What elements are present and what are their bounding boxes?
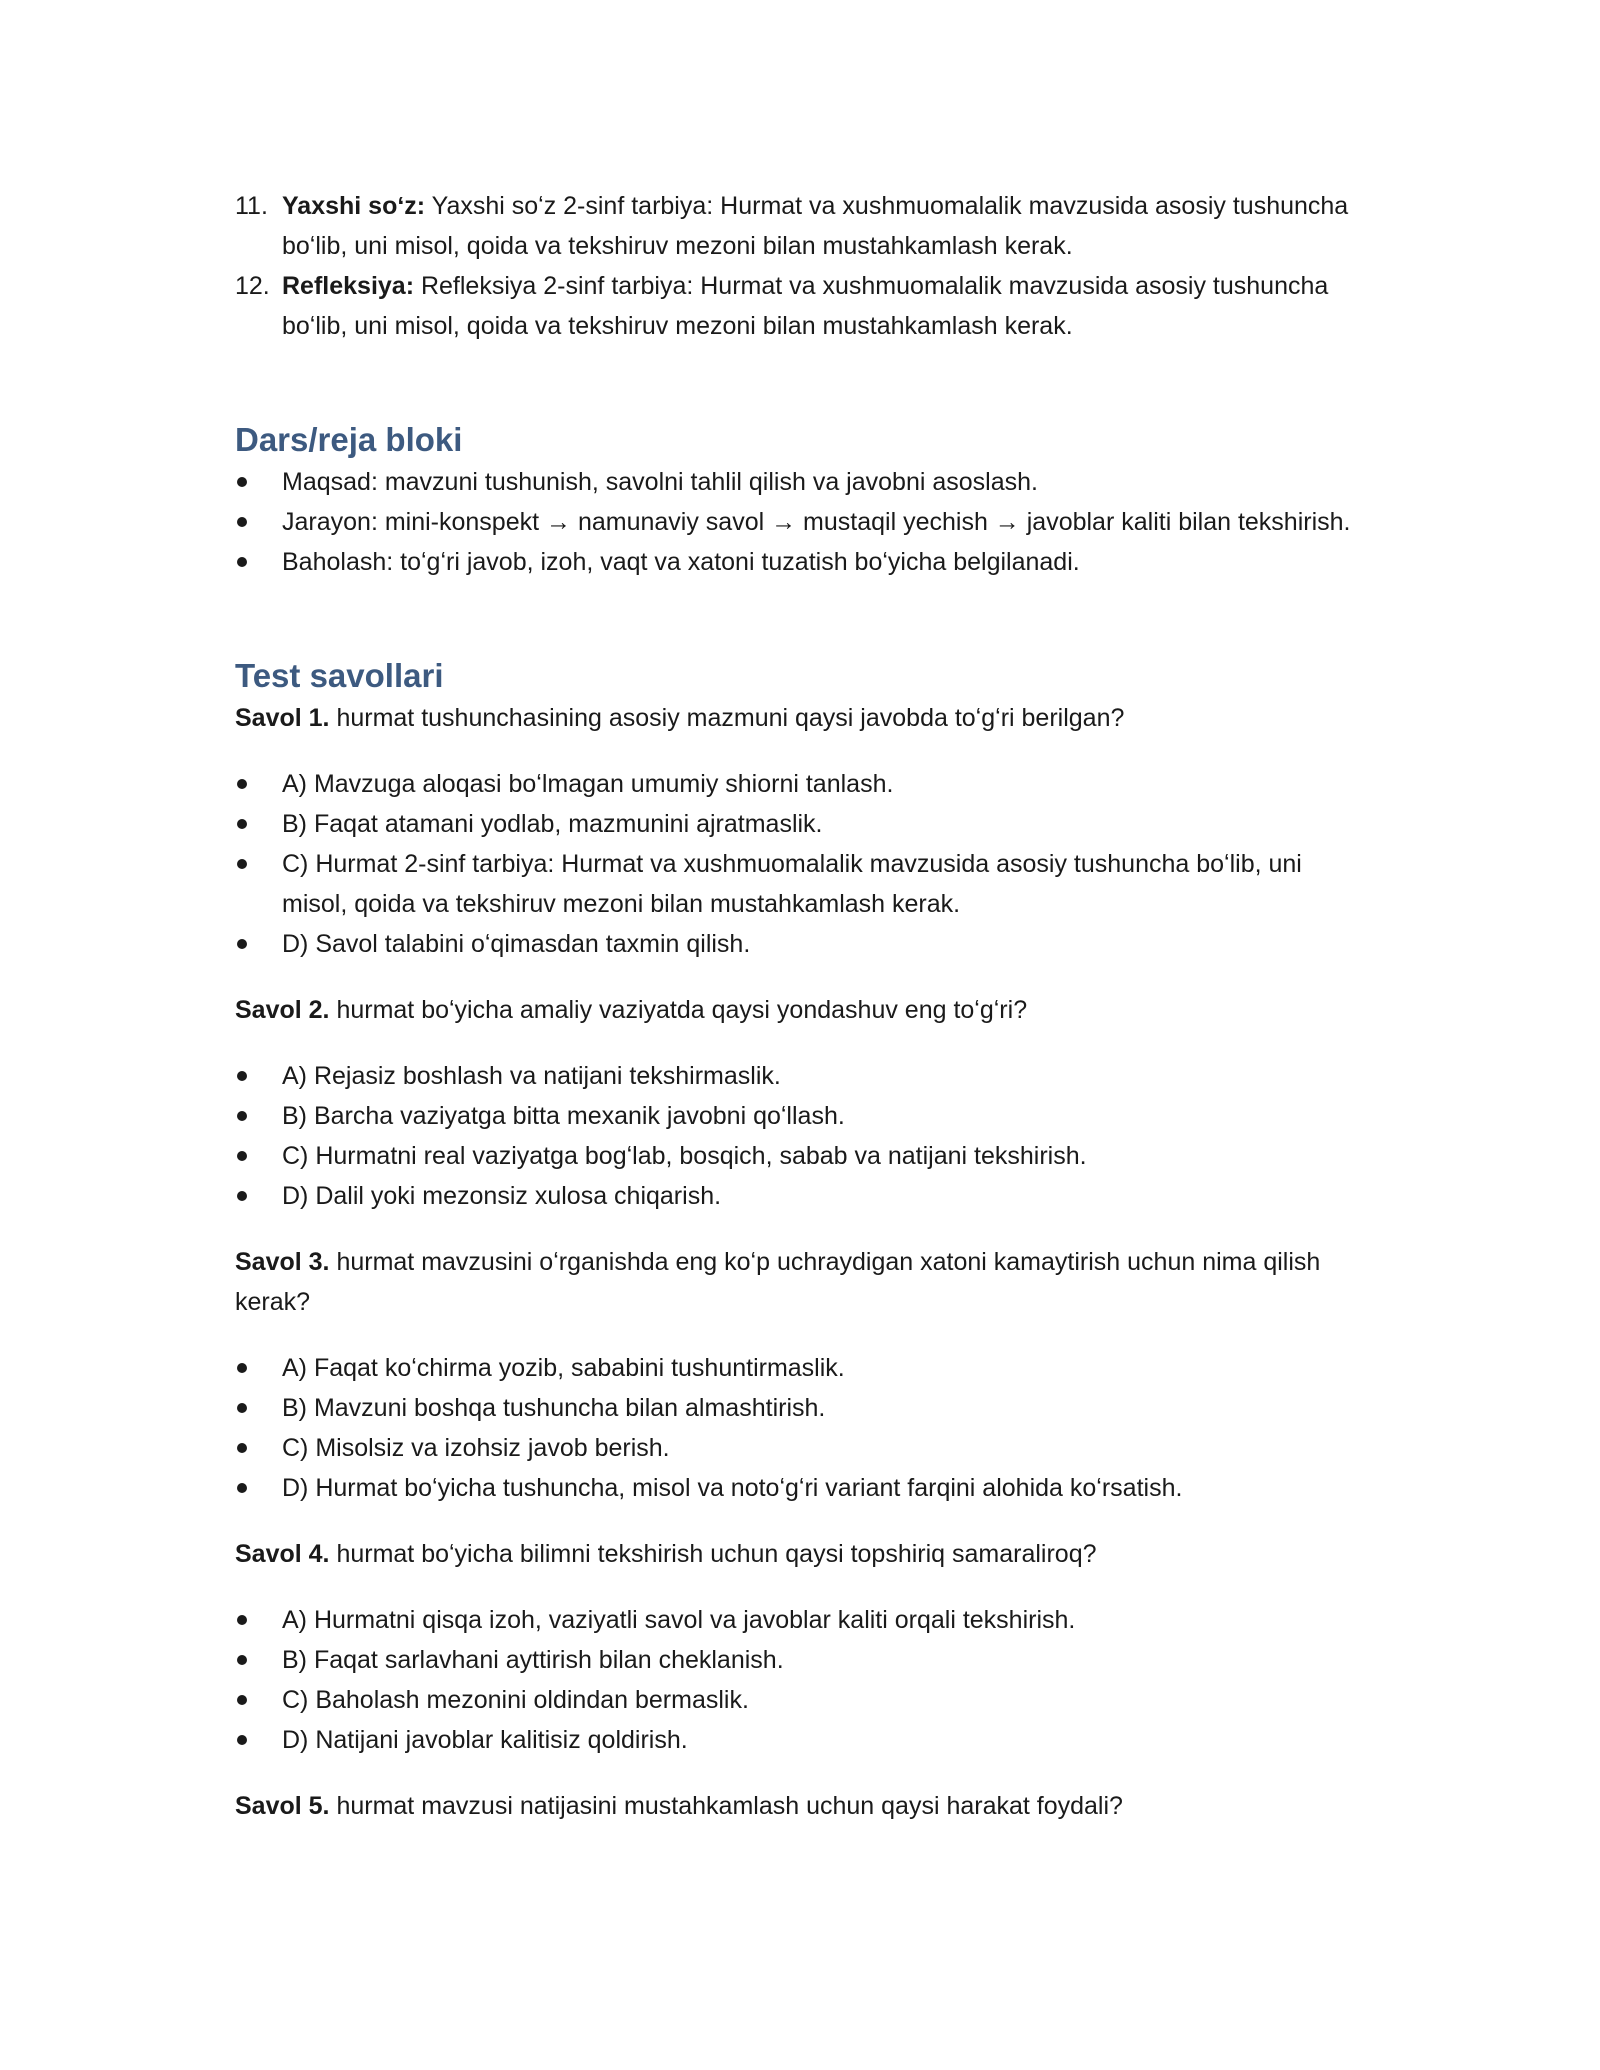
bullet-icon	[237, 1403, 247, 1413]
bullet-icon	[237, 1483, 247, 1493]
option-item	[235, 1348, 1365, 1388]
question-4	[235, 1534, 1365, 1574]
question-1-options	[235, 764, 1365, 964]
question-2-options	[235, 1056, 1365, 1216]
option-text: D) Hurmat boʻyicha tushuncha, misol va notoʻgʻri variant farqini alohida koʻrsatish.	[282, 1474, 1183, 1502]
bullet-icon	[237, 1191, 247, 1201]
question-1	[235, 698, 1365, 738]
option-text: A) Hurmatni qisqa izoh, vaziyatli savol va javoblar kaliti orqali tekshirish.	[282, 1606, 1076, 1634]
option-item	[235, 844, 1365, 924]
item-text: Jarayon: mini-konspekt → namunaviy savol → mustaqil yechish → javoblar kaliti bilan tekshirish.	[282, 508, 1351, 536]
option-text: D) Savol talabini oʻqimasdan taxmin qilish.	[282, 930, 751, 958]
item-text: Yaxshi soʻz 2-sinf tarbiya: Hurmat va xushmuomalalik mavzusida asosiy tushuncha boʻlib, uni misol, qoida va tekshiruv mezoni bilan mustahkamlash kerak.	[282, 192, 1349, 260]
item-number: 12.	[235, 272, 270, 300]
item-text: Refleksiya 2-sinf tarbiya: Hurmat va xushmuomalalik mavzusida asosiy tushuncha boʻlib, uni misol, qoida va tekshiruv mezoni bilan mustahkamlash kerak.	[282, 272, 1329, 340]
option-item	[235, 1720, 1365, 1760]
option-text: C) Baholash mezonini oldindan bermaslik.	[282, 1686, 749, 1714]
bullet-icon	[237, 1363, 247, 1373]
list-item	[235, 462, 1365, 502]
question-3-options	[235, 1348, 1365, 1508]
question-text: hurmat boʻyicha amaliy vaziyatda qaysi yondashuv eng toʻgʻri?	[329, 996, 1028, 1024]
item-text: Maqsad: mavzuni tushunish, savolni tahlil qilish va javobni asoslash.	[282, 468, 1038, 496]
list-item	[235, 186, 1365, 266]
bullet-icon	[237, 1151, 247, 1161]
question-label: Savol 3.	[235, 1248, 330, 1276]
bullet-icon	[237, 1615, 247, 1625]
item-term: Yaxshi soʻz:	[282, 192, 426, 220]
option-text: D) Natijani javoblar kalitisiz qoldirish.	[282, 1726, 688, 1754]
option-item	[235, 1600, 1365, 1640]
section-heading-lesson-block: Dars/reja bloki	[235, 421, 463, 458]
bullet-icon	[237, 1071, 247, 1081]
question-2	[235, 990, 1365, 1030]
bullet-icon	[237, 939, 247, 949]
option-item	[235, 1056, 1365, 1096]
question-text: hurmat mavzusini oʻrganishda eng koʻp uchraydigan xatoni kamaytirish uchun nima qilish kerak?	[235, 1248, 1321, 1316]
bullet-icon	[237, 477, 247, 487]
bullet-icon	[237, 517, 247, 527]
document-page	[235, 186, 1365, 1826]
item-term: Refleksiya:	[282, 272, 415, 300]
option-item	[235, 764, 1365, 804]
bullet-icon	[237, 819, 247, 829]
bullet-icon	[237, 1695, 247, 1705]
bullet-icon	[237, 1735, 247, 1745]
bullet-icon	[237, 1443, 247, 1453]
question-label: Savol 5.	[235, 1792, 330, 1820]
option-text: D) Dalil yoki mezonsiz xulosa chiqarish.	[282, 1182, 722, 1210]
option-item	[235, 1176, 1365, 1216]
question-4-options	[235, 1600, 1365, 1760]
option-item	[235, 1640, 1365, 1680]
bullet-icon	[237, 859, 247, 869]
bullet-icon	[237, 557, 247, 567]
option-text: A) Faqat koʻchirma yozib, sababini tushuntirmaslik.	[282, 1354, 845, 1382]
option-text: A) Rejasiz boshlash va natijani tekshirmaslik.	[282, 1062, 781, 1090]
lesson-block-list	[235, 462, 1365, 582]
question-label: Savol 1.	[235, 704, 330, 732]
option-item	[235, 804, 1365, 844]
item-number: 11.	[235, 192, 268, 220]
question-label: Savol 2.	[235, 996, 330, 1024]
option-text: B) Barcha vaziyatga bitta mexanik javobni qoʻllash.	[282, 1102, 845, 1130]
option-text: C) Hurmatni real vaziyatga bogʻlab, bosqich, sabab va natijani tekshirish.	[282, 1142, 1087, 1170]
option-item	[235, 1468, 1365, 1508]
option-item	[235, 924, 1365, 964]
list-item	[235, 266, 1365, 346]
question-3	[235, 1242, 1365, 1322]
option-item	[235, 1428, 1365, 1468]
list-item	[235, 502, 1365, 542]
bullet-icon	[237, 1111, 247, 1121]
option-item	[235, 1388, 1365, 1428]
question-text: hurmat mavzusi natijasini mustahkamlash uchun qaysi harakat foydali?	[329, 1792, 1123, 1820]
option-item	[235, 1136, 1365, 1176]
question-text: hurmat boʻyicha bilimni tekshirish uchun qaysi topshiriq samaraliroq?	[329, 1540, 1097, 1568]
question-text: hurmat tushunchasining asosiy mazmuni qaysi javobda toʻgʻri berilgan?	[329, 704, 1125, 732]
option-text: B) Faqat atamani yodlab, mazmunini ajratmaslik.	[282, 810, 823, 838]
question-5	[235, 1786, 1365, 1826]
option-item	[235, 1096, 1365, 1136]
item-text: Baholash: toʻgʻri javob, izoh, vaqt va xatoni tuzatish boʻyicha belgilanadi.	[282, 548, 1080, 576]
option-text: B) Mavzuni boshqa tushuncha bilan almashtirish.	[282, 1394, 826, 1422]
option-text: B) Faqat sarlavhani ayttirish bilan cheklanish.	[282, 1646, 784, 1674]
option-item	[235, 1680, 1365, 1720]
numbered-list	[235, 186, 1365, 346]
option-text: A) Mavzuga aloqasi boʻlmagan umumiy shiorni tanlash.	[282, 770, 894, 798]
option-text: C) Hurmat 2-sinf tarbiya: Hurmat va xushmuomalalik mavzusida asosiy tushuncha boʻlib, uni misol, qoida va tekshiruv mezoni bilan mustahkamlash kerak.	[282, 850, 1302, 918]
section-heading-test: Test savollari	[235, 657, 444, 694]
question-label: Savol 4.	[235, 1540, 330, 1568]
bullet-icon	[237, 779, 247, 789]
list-item	[235, 542, 1365, 582]
bullet-icon	[237, 1655, 247, 1665]
option-text: C) Misolsiz va izohsiz javob berish.	[282, 1434, 670, 1462]
